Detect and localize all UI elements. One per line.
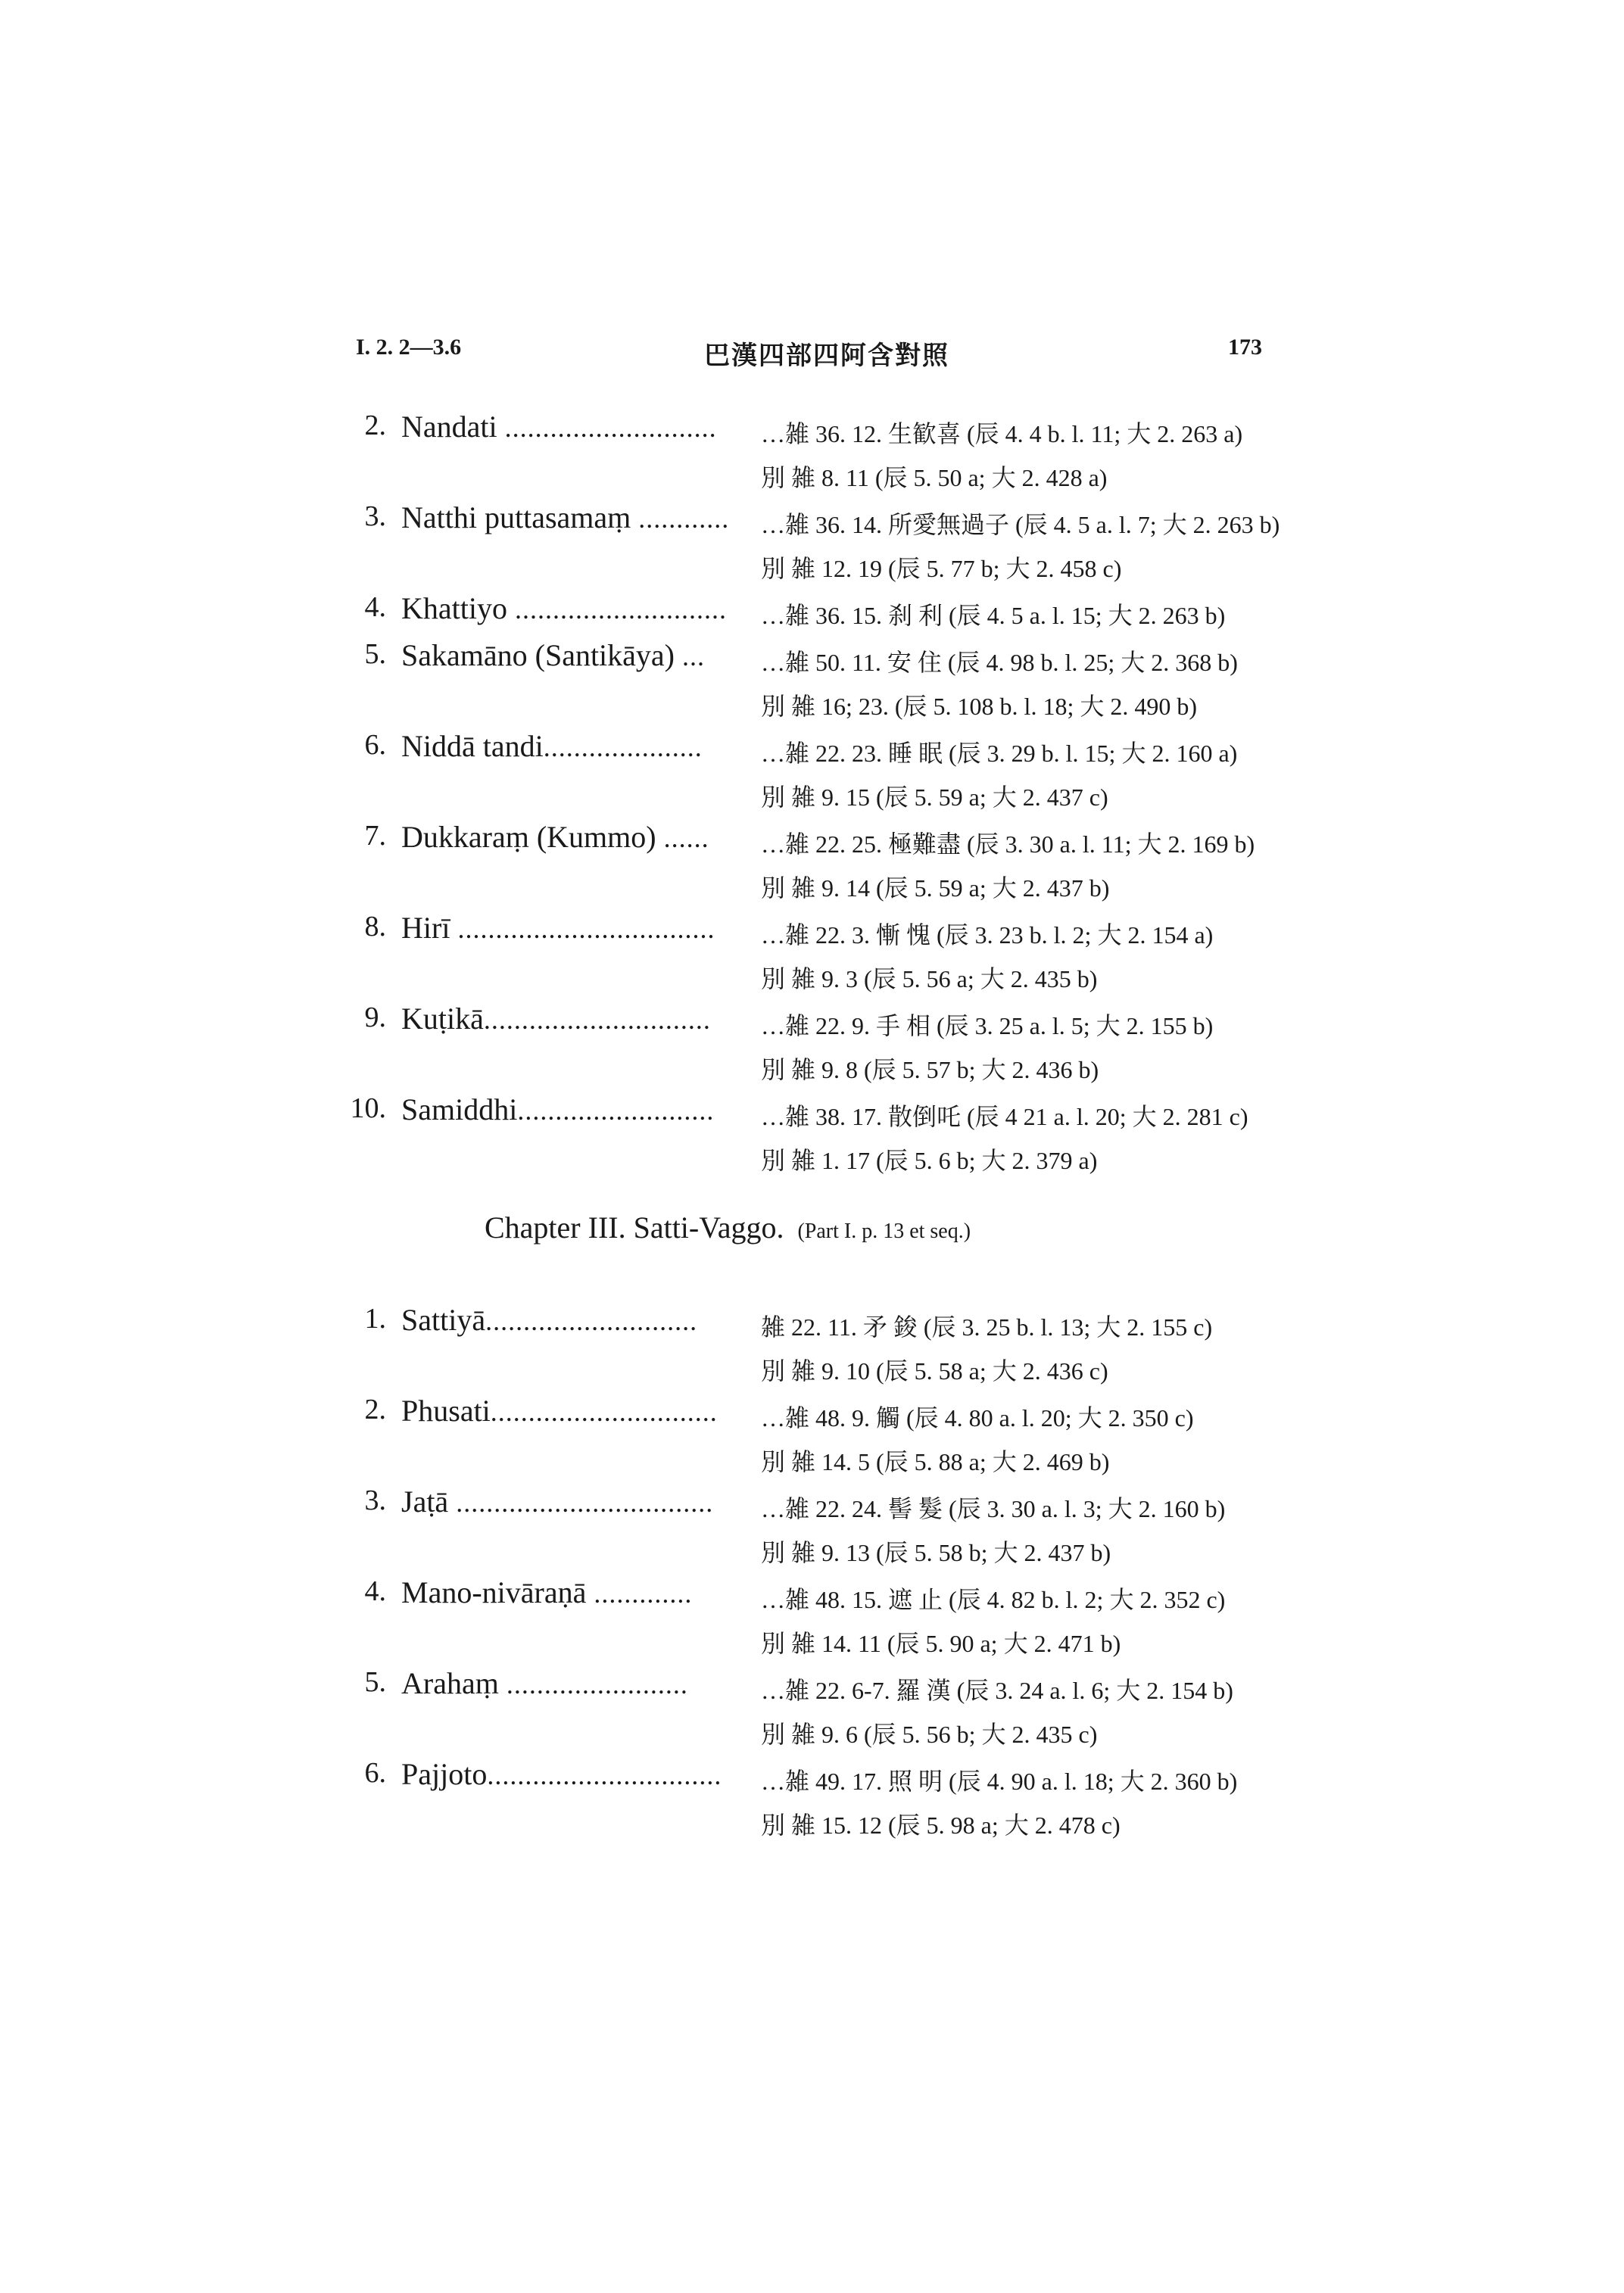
entry-ref-bie: 別 雑 9. 14 (辰 5. 59 a; 大 2. 437 b) bbox=[761, 874, 1110, 902]
entry-title: Niddā tandi..................... bbox=[401, 729, 703, 763]
entry-ref-bie: 別 雑 9. 13 (辰 5. 58 b; 大 2. 437 b) bbox=[761, 1539, 1111, 1566]
entry-number: 7. bbox=[364, 820, 386, 852]
entry-number: 2. bbox=[364, 410, 386, 441]
entry-number: 4. bbox=[364, 1575, 386, 1607]
entry-2 bbox=[0, 409, 1624, 500]
entry-number: 5. bbox=[364, 638, 386, 670]
entry-ref-za: …雑 49. 17. 照 明 (辰 4. 90 a. l. 18; 大 2. 360 b) bbox=[761, 1768, 1238, 1795]
entry-number: 10. bbox=[350, 1092, 386, 1124]
entry-title: Pajjoto............................... bbox=[401, 1757, 722, 1791]
entry-title: Dukkaraṃ (Kummo) ...... bbox=[401, 820, 709, 854]
entry-ref-bie: 別 雑 14. 11 (辰 5. 90 a; 大 2. 471 b) bbox=[761, 1630, 1121, 1657]
entry-7 bbox=[0, 819, 1624, 910]
entry-ref-za: …雑 36. 15. 刹 利 (辰 4. 5 a. l. 15; 大 2. 263 b) bbox=[761, 602, 1226, 629]
entry-title: Mano-nivāraṇā ............. bbox=[401, 1575, 693, 1609]
entry-ref-bie: 別 雑 9. 6 (辰 5. 56 b; 大 2. 435 c) bbox=[761, 1721, 1098, 1748]
entry-ref-bie: 別 雑 1. 17 (辰 5. 6 b; 大 2. 379 a) bbox=[761, 1147, 1098, 1174]
entry-9 bbox=[0, 1001, 1624, 1092]
page-number: 173 bbox=[1228, 335, 1262, 360]
entry-number: 6. bbox=[364, 1757, 386, 1789]
entry-number: 3. bbox=[364, 1485, 386, 1516]
entry-6 bbox=[0, 728, 1624, 819]
entry-ref-za: …雑 22. 23. 睡 眠 (辰 3. 29 b. l. 15; 大 2. 160 a) bbox=[761, 740, 1238, 767]
entry-title: Khattiyo ............................ bbox=[401, 591, 727, 625]
entry-ref-za: …雑 36. 14. 所愛無過子 (辰 4. 5 a. l. 7; 大 2. 263 b) bbox=[761, 511, 1280, 538]
entry-ref-za: …雑 22. 24. 髻 髮 (辰 3. 30 a. l. 3; 大 2. 160 b) bbox=[761, 1495, 1226, 1522]
running-header-title: 巴漢四部四阿含對照 bbox=[704, 342, 949, 370]
entry-ref-bie: 別 雑 14. 5 (辰 5. 88 a; 大 2. 469 b) bbox=[761, 1448, 1110, 1475]
entry-number: 4. bbox=[364, 591, 386, 623]
entry-10 bbox=[0, 1092, 1624, 1182]
entry-ref-za: …雑 22. 6-7. 羅 漢 (辰 3. 24 a. l. 6; 大 2. 154 b) bbox=[761, 1677, 1233, 1704]
running-header-left: I. 2. 2—3.6 bbox=[356, 335, 462, 360]
entry-number: 8. bbox=[364, 911, 386, 942]
entry-title: Hirī .................................. bbox=[401, 911, 715, 945]
entry-2 bbox=[0, 1393, 1624, 1484]
entry-number: 9. bbox=[364, 1002, 386, 1033]
entry-ref-za: …雑 22. 25. 極難盡 (辰 3. 30 a. l. 11; 大 2. 169 b) bbox=[761, 830, 1255, 858]
entry-number: 3. bbox=[364, 500, 386, 532]
entry-ref-za: …雑 22. 3. 慚 愧 (辰 3. 23 b. l. 2; 大 2. 154 a) bbox=[761, 921, 1214, 949]
entry-number: 5. bbox=[364, 1666, 386, 1698]
entry-title: Arahaṃ ........................ bbox=[401, 1666, 688, 1700]
entry-title: Sattiyā............................ bbox=[401, 1303, 698, 1337]
entry-ref-za: …雑 38. 17. 散倒吒 (辰 4 21 a. l. 20; 大 2. 281 c) bbox=[761, 1103, 1248, 1130]
entry-5 bbox=[0, 1665, 1624, 1756]
chapter-heading bbox=[485, 1210, 971, 1245]
entry-number: 2. bbox=[364, 1394, 386, 1425]
entry-3 bbox=[0, 1484, 1624, 1575]
entry-ref-za: …雑 22. 9. 手 相 (辰 3. 25 a. l. 5; 大 2. 155 b) bbox=[761, 1012, 1214, 1039]
entry-ref-bie: 別 雑 12. 19 (辰 5. 77 b; 大 2. 458 c) bbox=[761, 555, 1122, 582]
entry-8 bbox=[0, 910, 1624, 1001]
entry-4 bbox=[0, 1575, 1624, 1665]
entry-5 bbox=[0, 637, 1624, 728]
entry-title: Jaṭā .................................. bbox=[401, 1485, 714, 1519]
entry-ref-za: …雑 48. 15. 遮 止 (辰 4. 82 b. l. 2; 大 2. 352 c) bbox=[761, 1586, 1226, 1613]
entry-ref-bie: 別 雑 15. 12 (辰 5. 98 a; 大 2. 478 c) bbox=[761, 1812, 1121, 1839]
entry-ref-bie: 別 雑 9. 10 (辰 5. 58 a; 大 2. 436 c) bbox=[761, 1357, 1108, 1385]
entry-title: Phusati.............................. bbox=[401, 1394, 718, 1428]
entry-title: Sakamāno (Santikāya) ... bbox=[401, 638, 705, 672]
entry-ref-bie: 別 雑 8. 11 (辰 5. 50 a; 大 2. 428 a) bbox=[761, 464, 1108, 491]
entry-title: Kuṭikā.............................. bbox=[401, 1002, 711, 1036]
entry-ref-za: …雑 48. 9. 觸 (辰 4. 80 a. l. 20; 大 2. 350 c) bbox=[761, 1404, 1194, 1432]
entry-number: 1. bbox=[364, 1303, 386, 1335]
entry-ref-bie: 別 雑 9. 15 (辰 5. 59 a; 大 2. 437 c) bbox=[761, 784, 1108, 811]
chapter-title: Chapter III. Satti-Vaggo. bbox=[485, 1210, 784, 1245]
entry-number: 6. bbox=[364, 729, 386, 761]
entry-ref-bie: 別 雑 9. 8 (辰 5. 57 b; 大 2. 436 b) bbox=[761, 1056, 1099, 1083]
entry-3 bbox=[0, 500, 1624, 590]
chapter-part-ref: (Part I. p. 13 et seq.) bbox=[797, 1220, 971, 1243]
entry-6 bbox=[0, 1756, 1624, 1847]
entry-1 bbox=[0, 1302, 1624, 1393]
entry-ref-bie: 別 雑 9. 3 (辰 5. 56 a; 大 2. 435 b) bbox=[761, 965, 1098, 992]
entry-title: Natthi puttasamaṃ ............ bbox=[401, 500, 730, 534]
entry-ref-za: 雑 22. 11. 矛 鋑 (辰 3. 25 b. l. 13; 大 2. 155 c) bbox=[761, 1313, 1213, 1341]
entry-ref-za: …雑 36. 12. 生歓喜 (辰 4. 4 b. l. 11; 大 2. 263 a) bbox=[761, 420, 1243, 447]
entry-title: Samiddhi.......................... bbox=[401, 1092, 715, 1126]
entry-title: Nandati ............................ bbox=[401, 410, 717, 444]
entry-ref-bie: 別 雑 16; 23. (辰 5. 108 b. l. 18; 大 2. 490 b) bbox=[761, 693, 1197, 720]
entry-ref-za: …雑 50. 11. 安 住 (辰 4. 98 b. l. 25; 大 2. 368 b) bbox=[761, 649, 1238, 676]
